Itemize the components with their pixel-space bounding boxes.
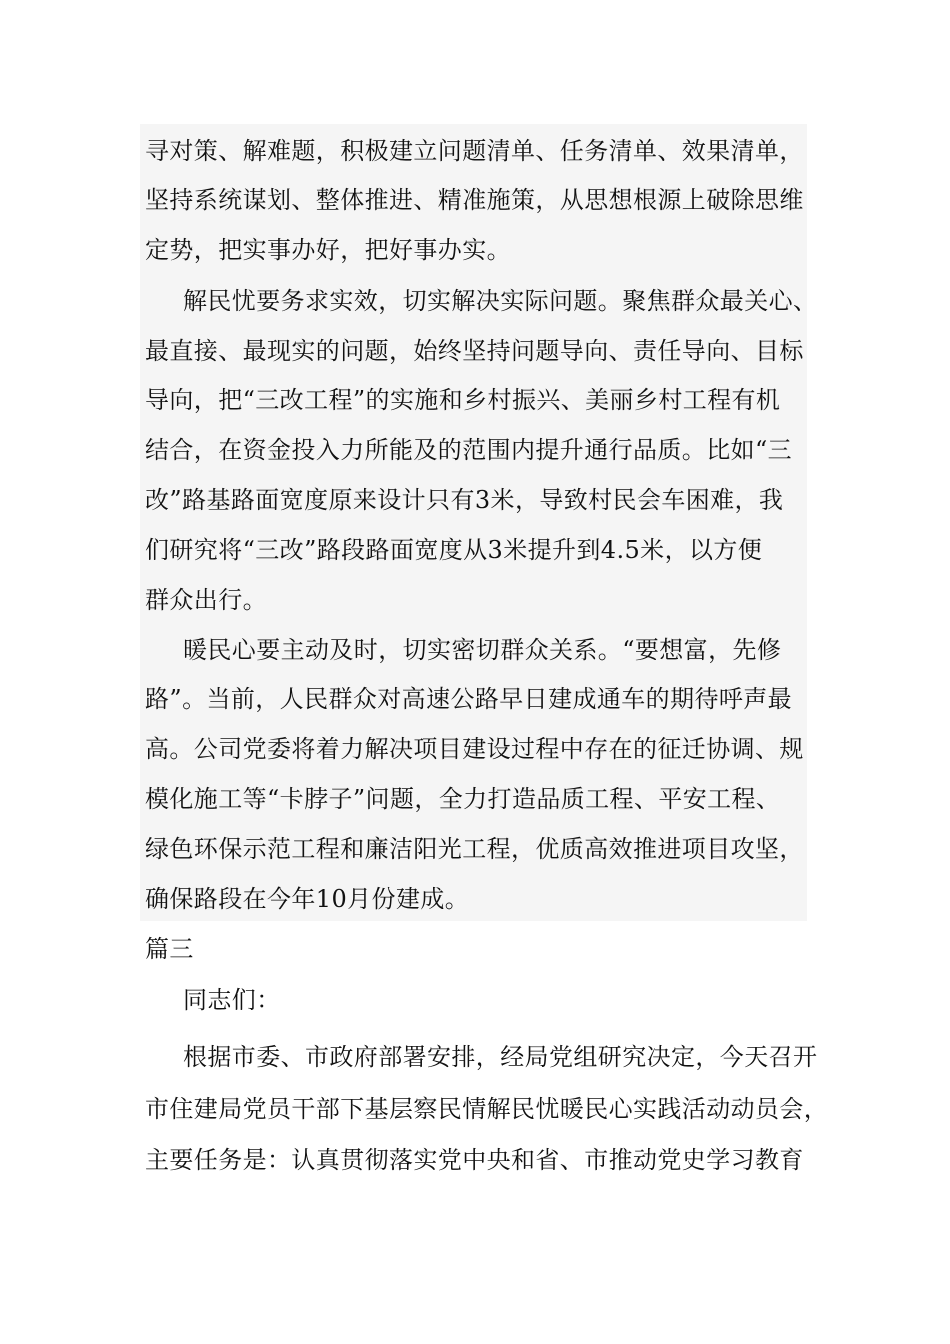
text-line: 最直接、最现实的问题，始终坚持问题导向、责任导向、目标: [145, 337, 804, 365]
text-line: 暖民心要主动及时，切实密切群众关系。“要想富，先修: [183, 636, 782, 664]
text-line: 路”。当前，人民群众对高速公路早日建成通车的期待呼声最: [145, 685, 793, 713]
text-line: 们研究将“三改”路段路面宽度从3米提升到4.5米，以方便: [145, 536, 763, 564]
text-line: 导向，把“三改工程”的实施和乡村振兴、美丽乡村工程有机: [145, 386, 781, 414]
text-line: 市住建局党员干部下基层察民情解民忧暖民心实践活动动员会，: [145, 1095, 829, 1123]
salutation: 同志们：: [183, 986, 281, 1014]
text-line: 群众出行。: [145, 586, 267, 614]
text-line: 结合，在资金投入力所能及的范围内提升通行品质。比如“三: [145, 436, 793, 464]
text-line: 坚持系统谋划、整体推进、精准施策，从思想根源上破除思维: [145, 186, 804, 214]
text-line: 模化施工等“卡脖子”问题，全力打造品质工程、平安工程、: [145, 785, 781, 813]
text-line: 高。公司党委将着力解决项目建设过程中存在的征迁协调、规: [145, 735, 804, 763]
text-line: 定势，把实事办好，把好事办实。: [145, 236, 511, 264]
text-line: 主要任务是：认真贯彻落实党中央和省、市推动党史学习教育: [145, 1146, 804, 1174]
text-line: 寻对策、解难题，积极建立问题清单、任务清单、效果清单，: [145, 137, 804, 165]
text-line: 改”路基路面宽度原来设计只有3米，导致村民会车困难，我: [145, 486, 784, 514]
text-line: 确保路段在今年10月份建成。: [145, 885, 470, 913]
text-line: 绿色环保示范工程和廉洁阳光工程，优质高效推进项目攻坚，: [145, 835, 804, 863]
section-heading: 篇三: [145, 935, 194, 963]
text-line: 根据市委、市政府部署安排，经局党组研究决定，今天召开: [183, 1043, 818, 1071]
text-line: 解民忧要务求实效，切实解决实际问题。聚焦群众最关心、: [183, 287, 818, 315]
